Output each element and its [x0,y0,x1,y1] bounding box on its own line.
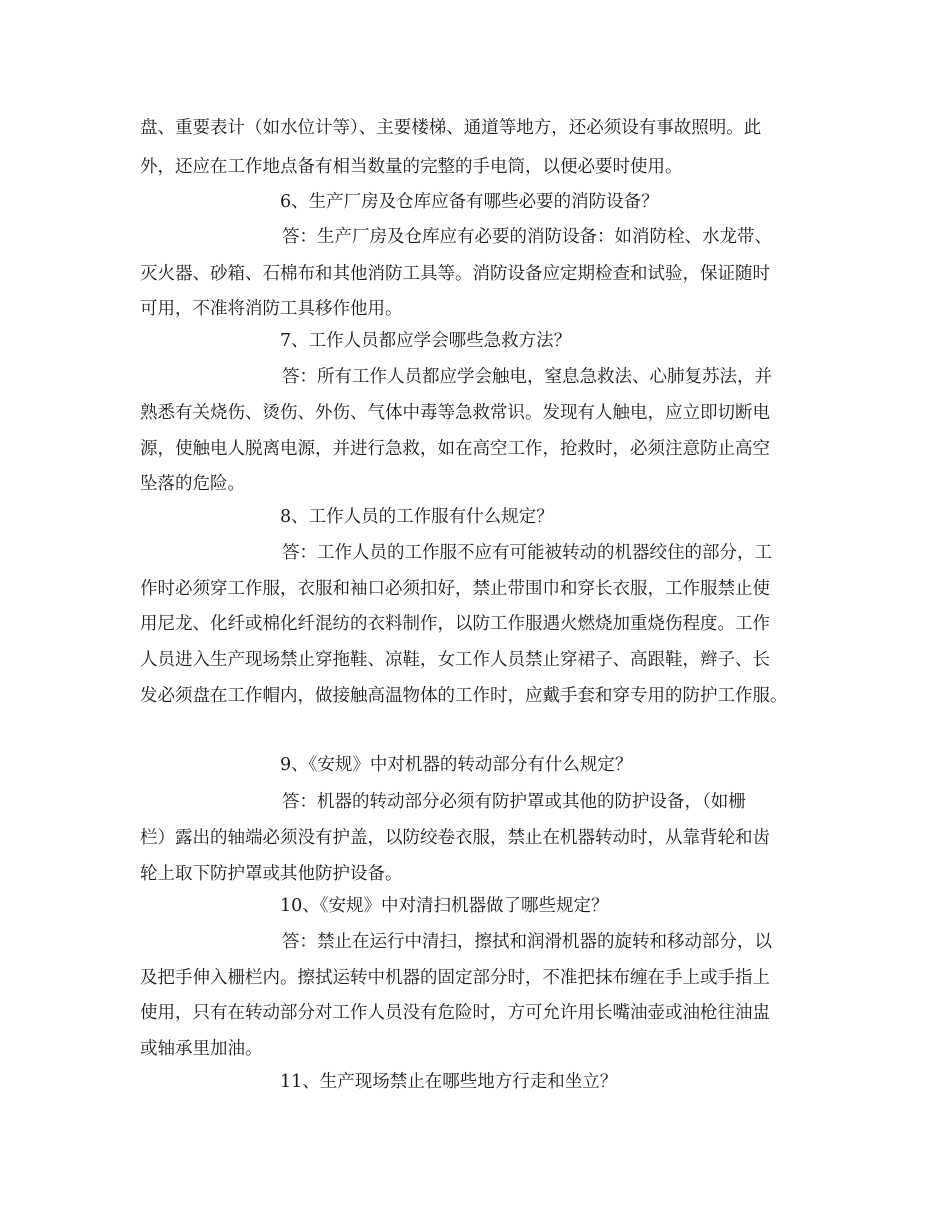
body-line: 使用，只有在转动部分对工作人员没有危险时，方可允许用长嘴油壶或油枪往油盅 [140,1003,770,1023]
question-heading: 9、《安规》中对机器的转动部分有什么规定？ [280,755,633,775]
answer-line: 答：工作人员的工作服不应有可能被转动的机器绞住的部分，工 [282,543,772,563]
question-heading: 6、生产厂房及仓库应备有哪些必要的消防设备？ [280,192,659,212]
body-line: 熟悉有关烧伤、烫伤、外伤、气体中毒等急救常识。发现有人触电，应立即切断电 [140,403,770,423]
answer-line: 答：生产厂房及仓库应有必要的消防设备：如消防栓、水龙带、 [282,227,772,247]
body-line: 用尼龙、化纤或棉化纤混纺的衣料制作，以防工作服遇火燃烧加重烧伤程度。工作 [140,614,770,634]
body-line: 坠落的危险。 [140,474,245,494]
body-line: 或轴承里加油。 [140,1039,263,1059]
body-line: 灭火器、砂箱、石棉布和其他消防工具等。消防设备应定期检查和试验，保证随时 [140,264,770,284]
question-heading: 8、工作人员的工作服有什么规定？ [280,507,554,527]
answer-line: 答：禁止在运行中清扫，擦拭和润滑机器的旋转和移动部分，以 [282,932,772,952]
question-heading: 10、《安规》中对清扫机器做了哪些规定？ [280,896,609,916]
answer-line: 答：所有工作人员都应学会触电，窒息急救法、心肺复苏法，并 [282,367,772,387]
body-line: 及把手伸入栅栏内。擦拭运转中机器的固定部分时，不准把抹布缠在手上或手指上 [140,968,770,988]
body-line: 盘、重要表计（如水位计等）、主要楼梯、通道等地方，还必须设有事故照明。此 [140,118,762,138]
answer-line: 答：机器的转动部分必须有防护罩或其他的防护设备，（如栅 [282,792,746,812]
body-line: 发必须盘在工作帽内，做接触高温物体的工作时，应戴手套和穿专用的防护工作服。 [140,686,788,706]
body-line: 轮上取下防护罩或其他防护设备。 [140,864,403,884]
body-line: 栏）露出的轴端必须没有护盖，以防绞卷衣服，禁止在机器转动时，从靠背轮和齿 [140,828,770,848]
question-heading: 11、生产现场禁止在哪些地方行走和坐立？ [280,1072,618,1092]
body-line: 人员进入生产现场禁止穿拖鞋、凉鞋，女工作人员禁止穿裙子、高跟鞋，辫子、长 [140,650,770,670]
body-line: 作时必须穿工作服，衣服和袖口必须扣好，禁止带围巾和穿长衣服，工作服禁止使 [140,579,770,599]
body-line: 可用，不准将消防工具移作他用。 [140,299,403,319]
question-heading: 7、工作人员都应学会哪些急救方法？ [280,331,572,351]
body-line: 源，使触电人脱离电源，并进行急救，如在高空工作，抢救时，必须注意防止高空 [140,439,770,459]
body-line: 外，还应在工作地点备有相当数量的完整的手电筒，以便必要时使用。 [140,157,683,177]
